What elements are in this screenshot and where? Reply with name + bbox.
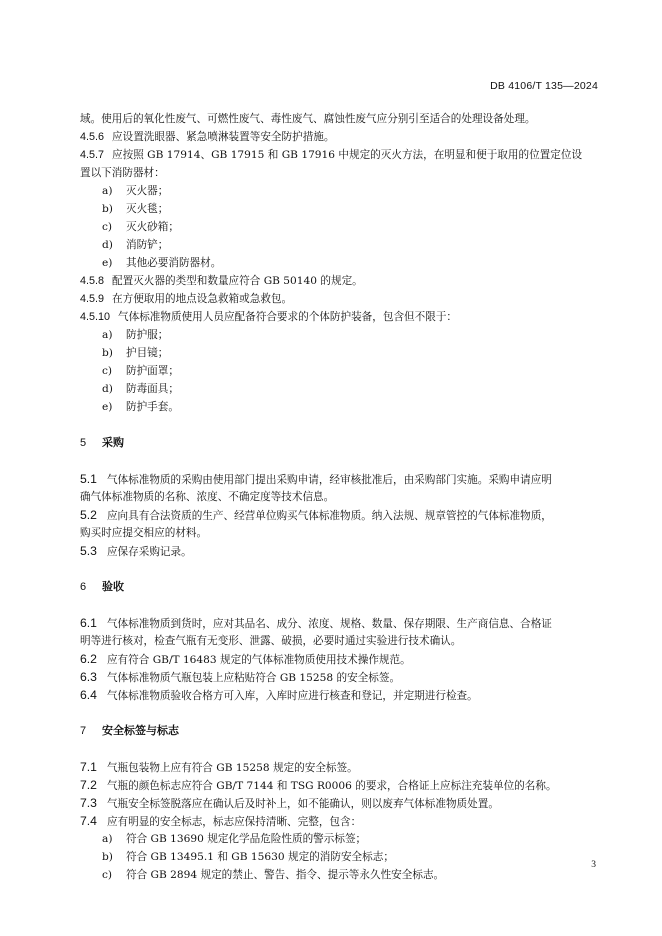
- clause-4-5-9: [80, 290, 598, 308]
- clause-6-3: [80, 668, 598, 686]
- list-text: 灭火毯；: [126, 203, 169, 215]
- clause-number: 5.2: [80, 508, 97, 522]
- section-title: 安全标签与标志: [102, 725, 179, 737]
- clause-5-2: [80, 506, 598, 524]
- list-item: [80, 182, 598, 200]
- list-item: [80, 398, 598, 416]
- document-body: [80, 110, 598, 884]
- list-text: 防护手套。: [126, 401, 179, 413]
- page-number: 3: [591, 860, 596, 870]
- list-item: [80, 344, 598, 362]
- list-text: 灭火器；: [126, 185, 169, 197]
- list-label: a): [102, 329, 113, 341]
- list-text: 灭火砂箱；: [126, 221, 179, 233]
- clause-continuation: 置以下消防器材：: [80, 167, 165, 179]
- clause-text: 应有明显的安全标志，标志应保持清晰、完整，包含：: [106, 816, 362, 828]
- clause-number: 7.4: [80, 814, 97, 828]
- clause-number: 4.5.6: [80, 131, 105, 143]
- clause-5-1: [80, 470, 598, 488]
- clause-number: 7.2: [80, 778, 97, 792]
- clause-continuation: 确气体标准物质的名称、浓度、不确定度等技术信息。: [80, 491, 335, 503]
- section-number: 6: [80, 581, 87, 593]
- section-number: 5: [80, 437, 87, 449]
- list-label: b): [102, 347, 113, 359]
- clause-7-4: [80, 812, 598, 830]
- list-label: c): [102, 221, 113, 233]
- clause-number: 4.5.8: [80, 275, 105, 287]
- clause-text: 应设置洗眼器、紧急喷淋装置等安全防护措施。: [112, 131, 335, 143]
- list-text: 符合 GB 13495.1 和 GB 15630 规定的消防安全标志；: [126, 851, 394, 863]
- clause-text: 气瓶安全标签脱落应在确认后及时补上，如不能确认，则以废弃气体标准物质处置。: [106, 798, 499, 810]
- list-text: 符合 GB 2894 规定的禁止、警告、指令、提示等永久性安全标志。: [126, 869, 445, 881]
- clause-number: 6.1: [80, 616, 97, 630]
- section-heading-7: [80, 722, 598, 740]
- section-title: 采购: [102, 437, 124, 449]
- clause-4-5-10: [80, 308, 598, 326]
- list-item: [80, 362, 598, 380]
- list-text: 消防铲；: [126, 239, 169, 251]
- clause-6-2: [80, 650, 598, 668]
- section-title: 验收: [102, 581, 124, 593]
- list-item: [80, 218, 598, 236]
- list-item: [80, 200, 598, 218]
- section-number: 7: [80, 725, 87, 737]
- clause-text: 气体标准物质到货时，应对其品名、成分、浓度、规格、数量、保存期限、生产商信息、合格证: [106, 618, 552, 630]
- clause-7-2: [80, 776, 598, 794]
- standard-number: DB 4106/T 135—2024: [490, 80, 598, 92]
- clause-4-5-7: [80, 146, 598, 164]
- clause-text: 气体标准物质气瓶包装上应粘贴符合 GB 15258 的安全标签。: [106, 672, 401, 684]
- list-item: [80, 380, 598, 398]
- list-label: b): [102, 203, 113, 215]
- clause-continuation: 购买时应提交相应的材料。: [80, 527, 208, 539]
- list-item: [80, 848, 598, 866]
- clause-6-1: [80, 614, 598, 632]
- section-heading-5: [80, 434, 598, 452]
- list-label: d): [102, 239, 113, 251]
- clause-text: 气瓶包装物上应有符合 GB 15258 规定的安全标签。: [106, 762, 358, 774]
- list-item: [80, 866, 598, 884]
- clause-4-5-8: [80, 272, 598, 290]
- section-heading-6: [80, 578, 598, 596]
- list-label: e): [102, 401, 113, 413]
- clause-text: 应有符合 GB/T 16483 规定的气体标准物质使用技术操作规范。: [106, 654, 411, 666]
- list-text: 其他必要消防器材。: [126, 257, 222, 269]
- list-label: a): [102, 833, 113, 845]
- clause-number: 5.3: [80, 544, 97, 558]
- list-item: [80, 326, 598, 344]
- clause-number: 5.1: [80, 472, 97, 486]
- clause-number: 6.3: [80, 670, 97, 684]
- clause-continuation: 明等进行核对，检查气瓶有无变形、泄露、破损，必要时通过实验进行技术确认。: [80, 635, 462, 647]
- list-label: c): [102, 869, 113, 881]
- clause-number: 4.5.7: [80, 149, 105, 161]
- clause-text: 气体标准物质验收合格方可入库，入库时应进行核查和登记，并定期进行检查。: [106, 690, 478, 702]
- clause-number: 7.1: [80, 760, 97, 774]
- clause-text: 应保存采购记录。: [106, 546, 192, 558]
- list-label: a): [102, 185, 113, 197]
- clause-text: 气体标准物质的采购由使用部门提出采购申请，经审核批准后，由采购部门实施。采购申请应明: [106, 474, 552, 486]
- clause-text: 气瓶的颜色标志应符合 GB/T 7144 和 TSG R0006 的要求，合格证上应标注充装单位的名称。: [106, 780, 557, 792]
- clause-number: 4.5.9: [80, 293, 105, 305]
- clause-text: 在方便取用的地点设急救箱或急救包。: [112, 293, 293, 305]
- list-text: 防护服；: [126, 329, 169, 341]
- clause-5-3: [80, 542, 598, 560]
- clause-4-5-6: [80, 128, 598, 146]
- clause-text: 气体标准物质使用人员应配备符合要求的个体防护装备，包含但不限于：: [118, 311, 458, 323]
- clause-number: 4.5.10: [80, 311, 111, 323]
- clause-number: 6.4: [80, 688, 97, 702]
- list-text: 防护面罩；: [126, 365, 179, 377]
- list-label: c): [102, 365, 113, 377]
- list-text: 防毒面具；: [126, 383, 179, 395]
- list-text: 符合 GB 13690 规定化学品危险性质的警示标签；: [126, 833, 367, 845]
- list-item: [80, 254, 598, 272]
- list-label: d): [102, 383, 113, 395]
- clause-number: 6.2: [80, 652, 97, 666]
- list-text: 护目镜；: [126, 347, 169, 359]
- list-label: b): [102, 851, 113, 863]
- paragraph-line: 域。使用后的氧化性废气、可燃性废气、毒性废气、腐蚀性废气应分别引至适合的处理设备处理。: [80, 113, 536, 125]
- clause-7-3: [80, 794, 598, 812]
- clause-7-1: [80, 758, 598, 776]
- list-label: e): [102, 257, 113, 269]
- clause-number: 7.3: [80, 796, 97, 810]
- list-item: [80, 236, 598, 254]
- clause-text: 配置灭火器的类型和数量应符合 GB 50140 的规定。: [112, 275, 363, 287]
- clause-6-4: [80, 686, 598, 704]
- list-item: [80, 830, 598, 848]
- clause-text: 应向具有合法资质的生产、经营单位购买气体标准物质。纳入法规、规章管控的气体标准物质，: [106, 510, 552, 522]
- clause-text: 应按照 GB 17914、GB 17915 和 GB 17916 中规定的灭火方法，在明显和便于取用的位置定位设: [112, 149, 583, 161]
